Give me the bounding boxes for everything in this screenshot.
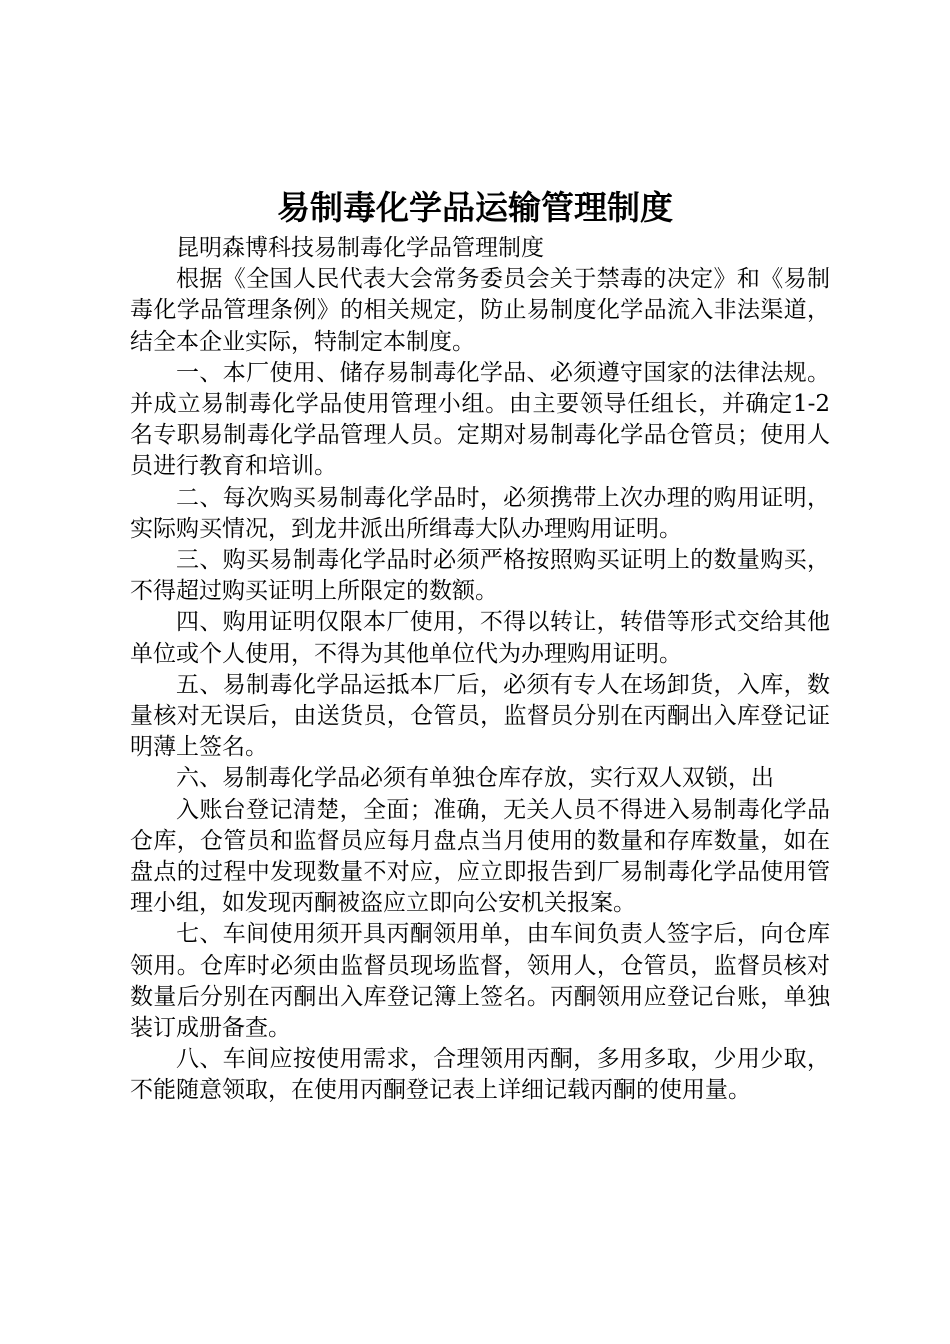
paragraph-article-7: 七、车间使用须开具丙酮领用单，由车间负责人签字后，向仓库领用。仓库时必须由监督员现场监督，领用人，仓管员，监督员核对数量后分别在丙酮出入库登记簿上签名。丙酮领用应登记台账，单独装订成册备查。 [130, 921, 830, 1042]
document-body [130, 233, 830, 1107]
document-title: 易制毒化学品运输管理制度 [277, 188, 673, 227]
paragraph-article-6-continued: 入账台登记清楚，全面；准确，无关人员不得进入易制毒化学品仓库，仓管员和监督员应每月盘点当月使用的数量和存库数量，如在盘点的过程中发现数量不对应，应立即报告到厂易制毒化学品使用管理小组，如发现丙酮被盗应立即向公安机关报案。 [130, 796, 830, 917]
paragraph-article-8: 八、车间应按使用需求，合理领用丙酮，多用多取，少用少取，不能随意领取，在使用丙酮登记表上详细记载丙酮的使用量。 [130, 1046, 830, 1104]
paragraph-subtitle: 昆明森博科技易制毒化学品管理制度 [176, 235, 544, 261]
paragraph-article-3: 三、购买易制毒化学品时必须严格按照购买证明上的数量购买，不得超过购买证明上所限定的数额。 [130, 547, 830, 605]
paragraph-article-6: 六、易制毒化学品必须有单独仓库存放，实行双人双锁，出 [176, 765, 774, 792]
paragraph-article-5: 五、易制毒化学品运抵本厂后，必须有专人在场卸货，入库，数量核对无误后，由送货员，仓管员，监督员分别在丙酮出入库登记证明薄上签名。 [130, 671, 830, 761]
paragraph-article-4: 四、购用证明仅限本厂使用，不得以转让，转借等形式交给其他单位或个人使用，不得为其他单位代为办理购用证明。 [130, 609, 830, 667]
paragraph-article-1: 一、本厂使用、储存易制毒化学品、必须遵守国家的法律法规。并成立易制毒化学品使用管理小组。由主要领导任组长，并确定1-2名专职易制毒化学品管理人员。定期对易制毒化学品仓管员；使用人员进行教育和培训。 [130, 359, 830, 480]
paragraph-article-2: 二、每次购买易制毒化学品时，必须携带上次办理的购用证明，实际购买情况，到龙井派出所缉毒大队办理购用证明。 [130, 484, 830, 542]
paragraph-intro: 根据《全国人民代表大会常务委员会关于禁毒的决定》和《易制毒化学品管理条例》的相关规定，防止易制度化学品流入非法渠道，结全本企业实际，特制定本制度。 [130, 266, 830, 355]
